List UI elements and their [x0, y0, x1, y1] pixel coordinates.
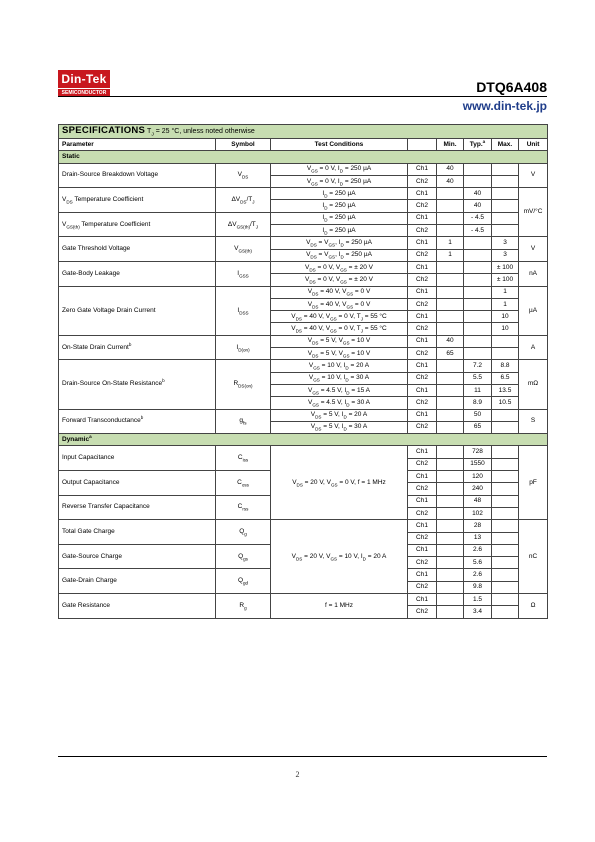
- channel-label: Ch2: [408, 483, 437, 495]
- typ-value: 5.6: [464, 557, 492, 569]
- website-link[interactable]: www.din-tek.jp: [462, 99, 547, 113]
- max-value: 10.5: [492, 397, 519, 409]
- page-number: 2: [295, 770, 300, 779]
- max-value: [492, 446, 519, 458]
- channel-label: Ch2: [408, 225, 437, 237]
- parameter-name: $V_{GS(th)}$ Temperature Coefficient: [59, 212, 216, 237]
- channel-label: Ch2: [408, 200, 437, 212]
- typ-value: 13: [464, 532, 492, 544]
- max-value: [492, 593, 519, 605]
- table-row: [59, 188, 548, 200]
- unit: pF: [519, 446, 548, 520]
- max-value: 10: [492, 311, 519, 323]
- parameter-symbol: $I_{DSS}$: [216, 286, 271, 335]
- min-value: [437, 507, 464, 519]
- max-value: [492, 188, 519, 200]
- typ-value: 5.5: [464, 372, 492, 384]
- channel-label: Ch1: [408, 544, 437, 556]
- max-value: [492, 421, 519, 433]
- parameter-symbol: $I_{GSS}$: [216, 261, 271, 286]
- column-header: [408, 139, 437, 151]
- parameter-name: $V_{DS}$ Temperature Coefficient: [59, 188, 216, 213]
- channel-label: Ch2: [408, 532, 437, 544]
- channel-label: Ch1: [408, 360, 437, 372]
- channel-label: Ch1: [408, 286, 437, 298]
- parameter-name: Input Capacitance: [59, 446, 216, 471]
- max-value: [492, 225, 519, 237]
- max-value: [492, 606, 519, 618]
- channel-label: Ch2: [408, 421, 437, 433]
- min-value: [437, 298, 464, 310]
- specifications-table: [58, 124, 548, 619]
- parameter-symbol: $\Delta V_{DS}/T_J$: [216, 188, 271, 213]
- footer-divider: [58, 756, 547, 757]
- test-condition: $V_{DS} = 40$ V, $V_{GS} = 0$ V, $T_J = 55$ °C: [271, 323, 408, 335]
- typ-value: [464, 237, 492, 249]
- parameter-symbol: $V_{DS}$: [216, 163, 271, 188]
- parameter-name: Reverse Transfer Capacitance: [59, 495, 216, 520]
- table-row: [59, 335, 548, 347]
- logo-name: Din-Tek: [58, 70, 110, 88]
- max-value: [492, 507, 519, 519]
- typ-value: - 4.5: [464, 212, 492, 224]
- min-value: [437, 372, 464, 384]
- test-condition: $V_{DS} = 20$ V, $V_{GS} = 10$ V, $I_D = 20$ A: [271, 520, 408, 594]
- parameter-symbol: $\Delta V_{GS(th)}/T_J$: [216, 212, 271, 237]
- test-condition: $V_{DS} = 5$ V, $V_{GS} = 10$ V: [271, 335, 408, 347]
- table-title-row: [59, 125, 548, 139]
- test-condition: $V_{GS} = 4.5$ V, $I_D = 15$ A: [271, 384, 408, 396]
- max-value: [492, 163, 519, 175]
- max-value: [492, 200, 519, 212]
- typ-value: [464, 323, 492, 335]
- test-condition: $V_{DS} = 40$ V, $V_{GS} = 0$ V: [271, 286, 408, 298]
- parameter-symbol: $V_{GS(th)}$: [216, 237, 271, 262]
- column-header: Unit: [519, 139, 548, 151]
- typ-value: [464, 286, 492, 298]
- unit: S: [519, 409, 548, 434]
- test-condition: $V_{DS} = 5$ V, $I_D = 30$ A: [271, 421, 408, 433]
- min-value: [437, 323, 464, 335]
- table-row: [59, 261, 548, 273]
- min-value: [437, 384, 464, 396]
- typ-value: [464, 311, 492, 323]
- parameter-name: Gate-Source Charge: [59, 544, 216, 569]
- test-condition: $V_{DS} = 0$ V, $V_{GS}$ = ± 20 V: [271, 261, 408, 273]
- column-header-row: [59, 139, 548, 151]
- channel-label: Ch1: [408, 471, 437, 483]
- part-number: DTQ6A408: [476, 79, 547, 95]
- parameter-name: Zero Gate Voltage Drain Current: [59, 286, 216, 335]
- channel-label: Ch1: [408, 188, 437, 200]
- test-condition: $V_{DS} = V_{GS}$, $I_D = 250$ µA: [271, 249, 408, 261]
- max-value: [492, 532, 519, 544]
- test-condition: $I_D = 250$ µA: [271, 188, 408, 200]
- typ-value: 3.4: [464, 606, 492, 618]
- min-value: [437, 471, 464, 483]
- min-value: [437, 581, 464, 593]
- parameter-symbol: $R_g$: [216, 593, 271, 618]
- column-header: Typ.$^a$: [464, 139, 492, 151]
- channel-label: Ch1: [408, 520, 437, 532]
- parameter-name: Gate-Body Leakage: [59, 261, 216, 286]
- typ-value: [464, 274, 492, 286]
- test-condition: $V_{DS} = V_{GS}$, $I_D = 250$ µA: [271, 237, 408, 249]
- test-condition: $V_{DS} = 5$ V, $I_D = 20$ A: [271, 409, 408, 421]
- min-value: [437, 544, 464, 556]
- channel-label: Ch1: [408, 311, 437, 323]
- typ-value: [464, 348, 492, 360]
- typ-value: 728: [464, 446, 492, 458]
- channel-label: Ch1: [408, 409, 437, 421]
- channel-label: Ch2: [408, 507, 437, 519]
- max-value: [492, 175, 519, 187]
- table-row: [59, 593, 548, 605]
- typ-value: 9.8: [464, 581, 492, 593]
- max-value: 13.5: [492, 384, 519, 396]
- typ-value: [464, 261, 492, 273]
- din-tek-logo: [58, 70, 110, 97]
- unit: nA: [519, 261, 548, 286]
- channel-label: Ch2: [408, 175, 437, 187]
- max-value: [492, 520, 519, 532]
- min-value: [437, 360, 464, 372]
- typ-value: 50: [464, 409, 492, 421]
- parameter-symbol: $R_{DS(on)}$: [216, 360, 271, 409]
- channel-label: Ch2: [408, 298, 437, 310]
- max-value: [492, 471, 519, 483]
- channel-label: Ch1: [408, 212, 437, 224]
- typ-value: [464, 175, 492, 187]
- parameter-name: Forward Transconductance$^b$: [59, 409, 216, 434]
- test-condition: $I_D = 250$ µA: [271, 212, 408, 224]
- min-value: [437, 188, 464, 200]
- min-value: 1: [437, 237, 464, 249]
- table-row: [59, 286, 548, 298]
- unit: V: [519, 163, 548, 188]
- typ-value: 28: [464, 520, 492, 532]
- min-value: [437, 532, 464, 544]
- parameter-symbol: $Q_{gs}$: [216, 544, 271, 569]
- channel-label: Ch2: [408, 458, 437, 470]
- parameter-name: Total Gate Charge: [59, 520, 216, 545]
- min-value: 65: [437, 348, 464, 360]
- column-header: Symbol: [216, 139, 271, 151]
- max-value: [492, 212, 519, 224]
- parameter-symbol: $C_{iss}$: [216, 446, 271, 471]
- unit: A: [519, 335, 548, 360]
- channel-label: Ch2: [408, 348, 437, 360]
- test-condition: $V_{DS} = 40$ V, $V_{GS} = 0$ V: [271, 298, 408, 310]
- max-value: ± 100: [492, 261, 519, 273]
- channel-label: Ch1: [408, 335, 437, 347]
- channel-label: Ch1: [408, 384, 437, 396]
- parameter-name: Gate-Drain Charge: [59, 569, 216, 594]
- typ-value: 40: [464, 200, 492, 212]
- min-value: [437, 225, 464, 237]
- typ-value: 65: [464, 421, 492, 433]
- table-row: [59, 212, 548, 224]
- channel-label: Ch1: [408, 446, 437, 458]
- channel-label: Ch1: [408, 163, 437, 175]
- parameter-symbol: $I_{D(on)}$: [216, 335, 271, 360]
- max-value: [492, 409, 519, 421]
- channel-label: Ch2: [408, 581, 437, 593]
- typ-value: 8.9: [464, 397, 492, 409]
- typ-value: [464, 335, 492, 347]
- min-value: [437, 606, 464, 618]
- min-value: [437, 557, 464, 569]
- min-value: [437, 286, 464, 298]
- section-label: Dynamic$^a$: [59, 434, 548, 446]
- channel-label: Ch1: [408, 261, 437, 273]
- column-header: Max.: [492, 139, 519, 151]
- typ-value: [464, 163, 492, 175]
- min-value: 40: [437, 335, 464, 347]
- column-header: Test Conditions: [271, 139, 408, 151]
- channel-label: Ch1: [408, 495, 437, 507]
- min-value: [437, 520, 464, 532]
- typ-value: 102: [464, 507, 492, 519]
- channel-label: Ch2: [408, 397, 437, 409]
- test-condition: $I_D = 250$ µA: [271, 200, 408, 212]
- section-header-row: [59, 151, 548, 163]
- channel-label: Ch1: [408, 237, 437, 249]
- channel-label: Ch2: [408, 372, 437, 384]
- parameter-name: Drain-Source On-State Resistance$^b$: [59, 360, 216, 409]
- min-value: [437, 495, 464, 507]
- test-condition: $I_D = 250$ µA: [271, 225, 408, 237]
- test-condition: $V_{GS} = 10$ V, $I_D = 30$ A: [271, 372, 408, 384]
- unit: V: [519, 237, 548, 262]
- table-row: [59, 520, 548, 532]
- test-condition: $V_{DS} = 40$ V, $V_{GS} = 0$ V, $T_J = 55$ °C: [271, 311, 408, 323]
- parameter-symbol: $g_{fs}$: [216, 409, 271, 434]
- max-value: 6.5: [492, 372, 519, 384]
- unit: µA: [519, 286, 548, 335]
- channel-label: Ch2: [408, 274, 437, 286]
- typ-value: 2.6: [464, 569, 492, 581]
- max-value: 3: [492, 249, 519, 261]
- channel-label: Ch1: [408, 593, 437, 605]
- min-value: 40: [437, 175, 464, 187]
- min-value: [437, 483, 464, 495]
- table-row: [59, 237, 548, 249]
- max-value: [492, 483, 519, 495]
- typ-value: 7.2: [464, 360, 492, 372]
- max-value: [492, 348, 519, 360]
- unit: mV/°C: [519, 188, 548, 237]
- max-value: 1: [492, 298, 519, 310]
- typ-value: [464, 298, 492, 310]
- min-value: [437, 200, 464, 212]
- max-value: [492, 458, 519, 470]
- max-value: [492, 495, 519, 507]
- unit: mΩ: [519, 360, 548, 409]
- max-value: [492, 544, 519, 556]
- parameter-name: Gate Resistance: [59, 593, 216, 618]
- max-value: 8.8: [492, 360, 519, 372]
- typ-value: 48: [464, 495, 492, 507]
- section-header-row: [59, 434, 548, 446]
- typ-value: - 4.5: [464, 225, 492, 237]
- parameter-name: Output Capacitance: [59, 471, 216, 496]
- logo-tagline: SEMICONDUCTOR: [58, 88, 110, 97]
- table-row: [59, 446, 548, 458]
- min-value: [437, 569, 464, 581]
- channel-label: Ch1: [408, 569, 437, 581]
- typ-value: 40: [464, 188, 492, 200]
- parameter-symbol: $Q_g$: [216, 520, 271, 545]
- typ-value: 2.6: [464, 544, 492, 556]
- min-value: [437, 274, 464, 286]
- parameter-name: Drain-Source Breakdown Voltage: [59, 163, 216, 188]
- min-value: [437, 397, 464, 409]
- min-value: [437, 446, 464, 458]
- table-row: [59, 163, 548, 175]
- unit: nC: [519, 520, 548, 594]
- channel-label: Ch2: [408, 557, 437, 569]
- column-header: Parameter: [59, 139, 216, 151]
- max-value: 3: [492, 237, 519, 249]
- parameter-symbol: $C_{oss}$: [216, 471, 271, 496]
- test-condition: $V_{DS} = 5$ V, $V_{GS} = 10$ V: [271, 348, 408, 360]
- max-value: 10: [492, 323, 519, 335]
- max-value: [492, 335, 519, 347]
- typ-value: 120: [464, 471, 492, 483]
- channel-label: Ch2: [408, 249, 437, 261]
- test-condition: $V_{GS} = 4.5$ V, $I_D = 30$ A: [271, 397, 408, 409]
- typ-value: 240: [464, 483, 492, 495]
- max-value: [492, 569, 519, 581]
- min-value: 1: [437, 249, 464, 261]
- table-row: [59, 360, 548, 372]
- test-condition: $V_{GS} = 0$ V, $I_D = 250$ µA: [271, 175, 408, 187]
- channel-label: Ch2: [408, 606, 437, 618]
- header-divider: [58, 96, 547, 97]
- min-value: [437, 261, 464, 273]
- max-value: [492, 581, 519, 593]
- section-label: Static: [59, 151, 548, 163]
- min-value: [437, 212, 464, 224]
- min-value: [437, 421, 464, 433]
- max-value: 1: [492, 286, 519, 298]
- typ-value: 11: [464, 384, 492, 396]
- min-value: 40: [437, 163, 464, 175]
- min-value: [437, 593, 464, 605]
- max-value: ± 100: [492, 274, 519, 286]
- test-condition: $V_{DS} = 20$ V, $V_{GS} = 0$ V, f = 1 MHz: [271, 446, 408, 520]
- table-row: [59, 409, 548, 421]
- max-value: [492, 557, 519, 569]
- min-value: [437, 458, 464, 470]
- test-condition: $V_{GS} = 0$ V, $I_D = 250$ µA: [271, 163, 408, 175]
- parameter-name: On-State Drain Current$^b$: [59, 335, 216, 360]
- column-header: Min.: [437, 139, 464, 151]
- unit: Ω: [519, 593, 548, 618]
- parameter-symbol: $C_{rss}$: [216, 495, 271, 520]
- table-title: SPECIFICATIONS $T_J = 25$ °C, unless noted otherwise: [59, 125, 548, 139]
- test-condition: $V_{GS} = 10$ V, $I_D = 20$ A: [271, 360, 408, 372]
- typ-value: 1550: [464, 458, 492, 470]
- parameter-name: Gate Threshold Voltage: [59, 237, 216, 262]
- min-value: [437, 311, 464, 323]
- test-condition: f = 1 MHz: [271, 593, 408, 618]
- typ-value: 1.5: [464, 593, 492, 605]
- test-condition: $V_{DS} = 0$ V, $V_{GS}$ = ± 20 V: [271, 274, 408, 286]
- min-value: [437, 409, 464, 421]
- parameter-symbol: $Q_{gd}$: [216, 569, 271, 594]
- channel-label: Ch2: [408, 323, 437, 335]
- typ-value: [464, 249, 492, 261]
